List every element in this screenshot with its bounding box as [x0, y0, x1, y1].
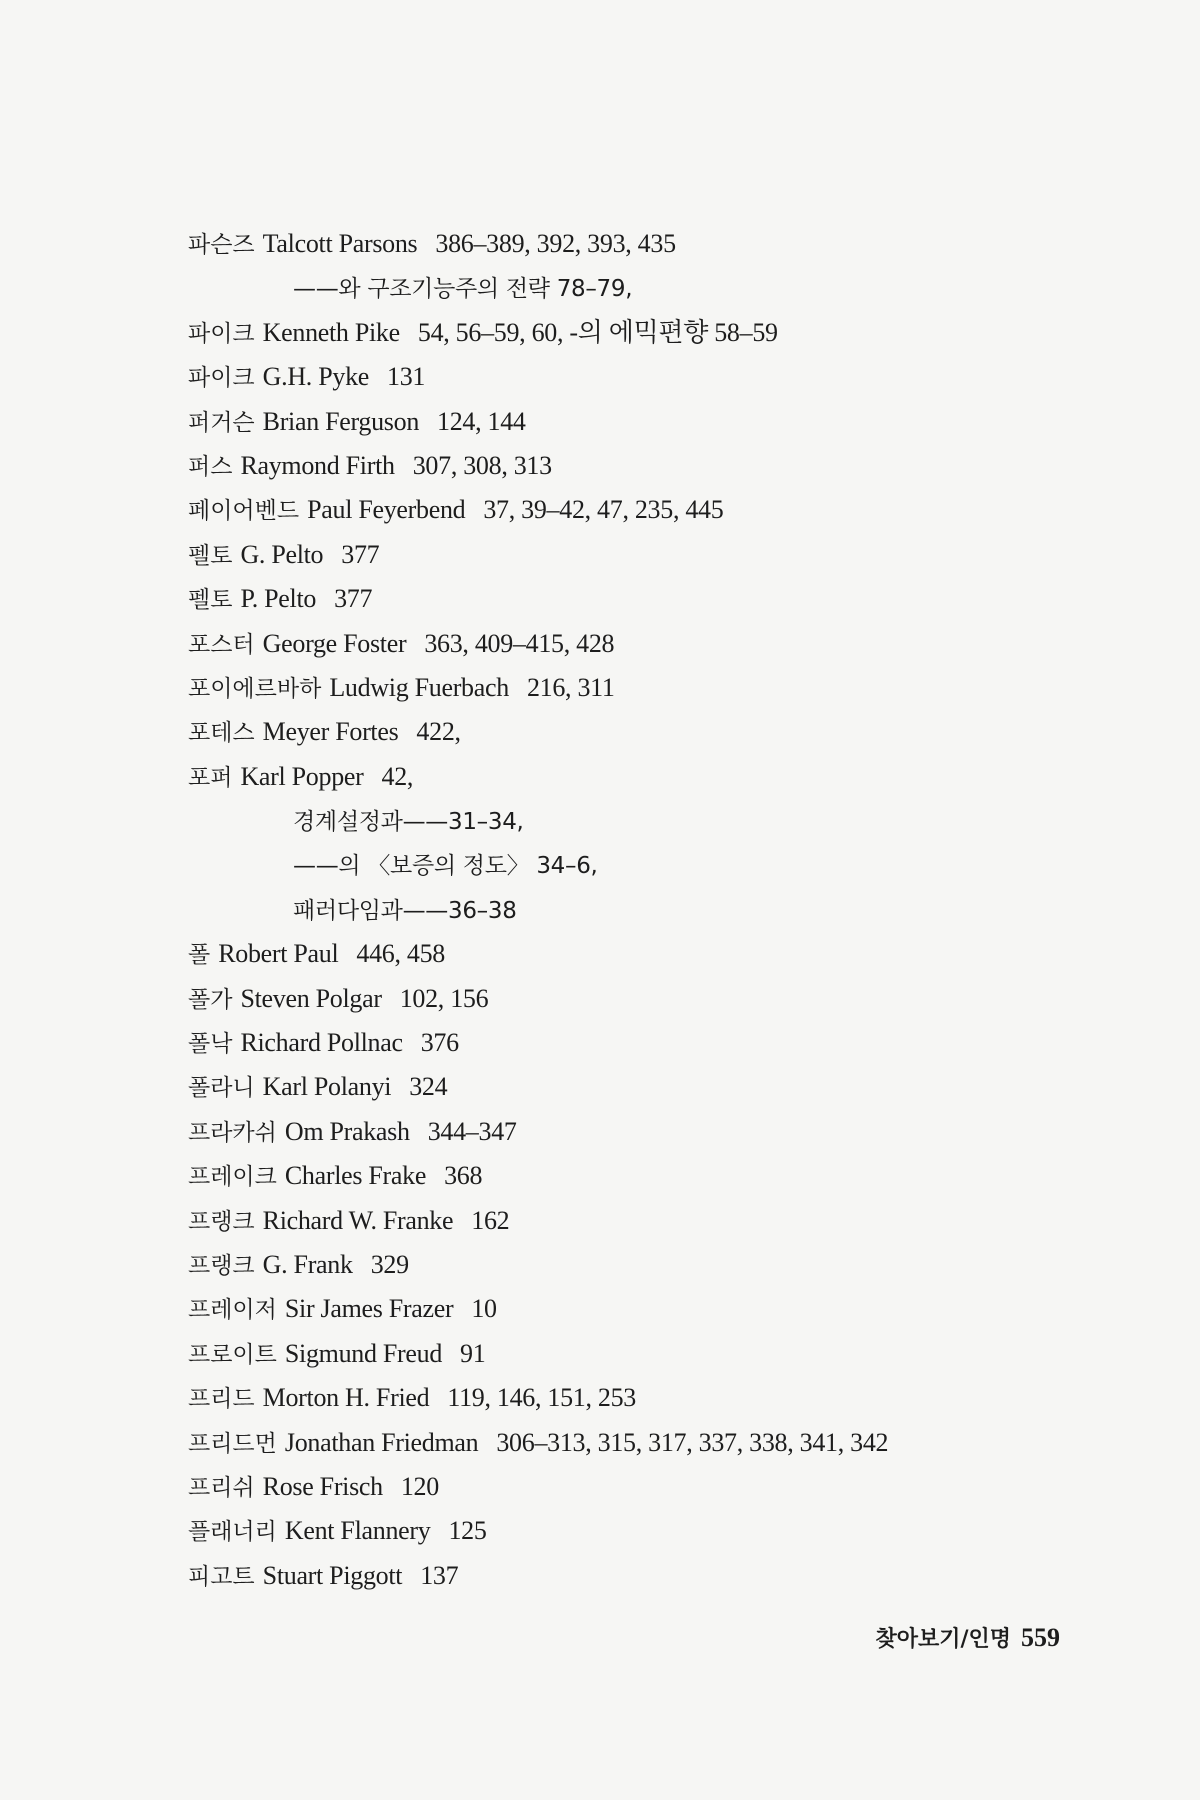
korean-name: 파슨즈 — [188, 232, 255, 258]
korean-name: 포스터 — [188, 631, 255, 658]
person-name: G. Pelto — [240, 539, 324, 569]
korean-name: 펠토 — [188, 542, 233, 569]
person-name: Rose Frisch — [262, 1471, 383, 1501]
index-entry — [188, 1287, 1108, 1331]
korean-name: 퍼스 — [188, 453, 233, 480]
index-entry — [188, 710, 1108, 754]
person-name: Kent Flannery — [284, 1516, 431, 1546]
korean-name: 프로이트 — [188, 1341, 277, 1368]
korean-name: 폴라니 — [188, 1075, 255, 1102]
page-references: 377 — [334, 584, 373, 614]
person-name: Steven Polgar — [240, 983, 382, 1013]
person-name: Morton H. Fried — [262, 1383, 430, 1413]
person-name: Sigmund Freud — [284, 1338, 443, 1368]
korean-name: 프레이저 — [188, 1297, 277, 1324]
index-entry — [188, 622, 1108, 666]
page-number: 559 — [1021, 1623, 1060, 1652]
korean-name: 프랭크 — [188, 1252, 255, 1279]
korean-name: 포이에르바하 — [188, 675, 322, 702]
index-subentry — [188, 266, 1108, 310]
page-references: 124, 144 — [437, 406, 526, 436]
page-references: 10 — [471, 1294, 497, 1324]
index-entry — [188, 355, 1108, 399]
index-entry — [188, 1509, 1108, 1553]
korean-name: 파이크 — [188, 365, 255, 392]
person-name: Richard Pollnac — [240, 1028, 403, 1058]
page-references: 422, — [416, 717, 461, 747]
page-references: 306–313, 315, 317, 337, 338, 341, 342 — [496, 1427, 889, 1457]
page-references: 216, 311 — [526, 672, 615, 702]
korean-name: 프랭크 — [188, 1208, 255, 1235]
korean-name: 프리쉬 — [188, 1474, 255, 1501]
index-entry — [188, 1065, 1108, 1109]
subentry-text: ——의 〈보증의 정도〉 34–6, — [293, 853, 598, 880]
person-name: Talcott Parsons — [262, 229, 418, 258]
page-references: 324 — [409, 1072, 448, 1102]
korean-name: 피고트 — [188, 1563, 255, 1590]
person-name: G.H. Pyke — [262, 362, 370, 392]
footer-section-title: 찾아보기/인명 — [875, 1627, 1011, 1652]
page-references: 42, — [381, 761, 414, 791]
page-references: 119, 146, 151, 253 — [447, 1383, 636, 1413]
korean-name: 포테스 — [188, 720, 255, 747]
person-name: Jonathan Friedman — [284, 1427, 479, 1457]
person-name: Robert Paul — [218, 939, 339, 969]
person-name: P. Pelto — [240, 584, 317, 614]
page-references: 307, 308, 313 — [412, 450, 552, 480]
page-references: 377 — [341, 539, 380, 569]
person-name: Karl Popper — [240, 761, 364, 791]
index-subentry — [188, 888, 1108, 932]
person-name: Meyer Fortes — [262, 717, 399, 747]
index-subentry — [188, 799, 1108, 843]
korean-name: 프레이크 — [188, 1164, 277, 1191]
person-name: Raymond Firth — [240, 450, 395, 480]
index-entry — [188, 1421, 1108, 1465]
person-name: Ludwig Fuerbach — [329, 672, 509, 702]
person-name: Charles Frake — [284, 1161, 427, 1191]
subentry-text: 경계설정과——31–34, — [293, 809, 524, 836]
person-name: Stuart Piggott — [262, 1560, 403, 1590]
page-references: 376 — [420, 1028, 459, 1058]
page-references: 344–347 — [427, 1116, 517, 1146]
page-references: 54, 56–59, 60, -의 에믹편향 58–59 — [417, 317, 778, 347]
person-name: Kenneth Pike — [262, 317, 400, 347]
page-references: 329 — [370, 1249, 409, 1279]
person-name: Paul Feyerbend — [307, 495, 466, 525]
person-name: George Foster — [262, 628, 407, 658]
index-entry — [188, 1376, 1108, 1420]
page-references: 125 — [448, 1516, 487, 1546]
korean-name: 폴 — [188, 942, 211, 969]
person-name: Karl Polanyi — [262, 1072, 392, 1102]
korean-name: 파이크 — [188, 320, 255, 347]
index-entry — [188, 533, 1108, 577]
index-entry — [188, 488, 1108, 532]
index-entry — [188, 1554, 1108, 1598]
index-entry — [188, 1021, 1108, 1065]
index-entry — [188, 577, 1108, 621]
korean-name: 포퍼 — [188, 764, 233, 791]
index-entry — [188, 400, 1108, 444]
page-references: 91 — [460, 1338, 486, 1368]
korean-name: 프리드 — [188, 1386, 255, 1413]
index-entry — [188, 666, 1108, 710]
page-footer — [875, 1622, 1060, 1653]
page-references: 162 — [471, 1205, 510, 1235]
index-entry — [188, 755, 1108, 799]
index-entry-list — [188, 222, 1108, 1598]
index-entry — [188, 1110, 1108, 1154]
korean-name: 페이어벤드 — [188, 498, 300, 525]
page-references: 131 — [387, 362, 426, 392]
page-references: 37, 39–42, 47, 235, 445 — [483, 495, 724, 525]
page-references: 102, 156 — [399, 983, 489, 1013]
person-name: G. Frank — [262, 1249, 353, 1279]
index-subentry — [188, 843, 1108, 887]
person-name: Richard W. Franke — [262, 1205, 454, 1235]
index-entry — [188, 977, 1108, 1021]
page-references: 120 — [400, 1471, 439, 1501]
person-name: Om Prakash — [284, 1116, 410, 1146]
page-references: 363, 409–415, 428 — [424, 628, 615, 658]
page-references: 386–389, 392, 393, 435 — [435, 229, 676, 258]
index-entry — [188, 444, 1108, 488]
index-entry — [188, 222, 1108, 266]
index-entry — [188, 1243, 1108, 1287]
index-entry — [188, 1199, 1108, 1243]
korean-name: 플래너리 — [188, 1519, 277, 1546]
index-entry — [188, 1154, 1108, 1198]
korean-name: 프라카쉬 — [188, 1119, 277, 1146]
person-name: Brian Ferguson — [262, 406, 420, 436]
korean-name: 폴가 — [188, 986, 233, 1013]
person-name: Sir James Frazer — [284, 1294, 454, 1324]
korean-name: 펠토 — [188, 587, 233, 614]
page-references: 368 — [444, 1161, 483, 1191]
index-entry — [188, 1332, 1108, 1376]
index-entry — [188, 1465, 1108, 1509]
index-entry — [188, 311, 1108, 355]
subentry-text: ——와 구조기능주의 전략 78–79, — [293, 276, 633, 303]
page-references: 137 — [420, 1560, 459, 1590]
korean-name: 프리드먼 — [188, 1430, 277, 1457]
index-entry — [188, 932, 1108, 976]
korean-name: 폴낙 — [188, 1031, 233, 1058]
subentry-text: 패러다임과——36–38 — [293, 897, 517, 924]
page-references: 446, 458 — [356, 939, 446, 969]
korean-name: 퍼거슨 — [188, 409, 255, 436]
